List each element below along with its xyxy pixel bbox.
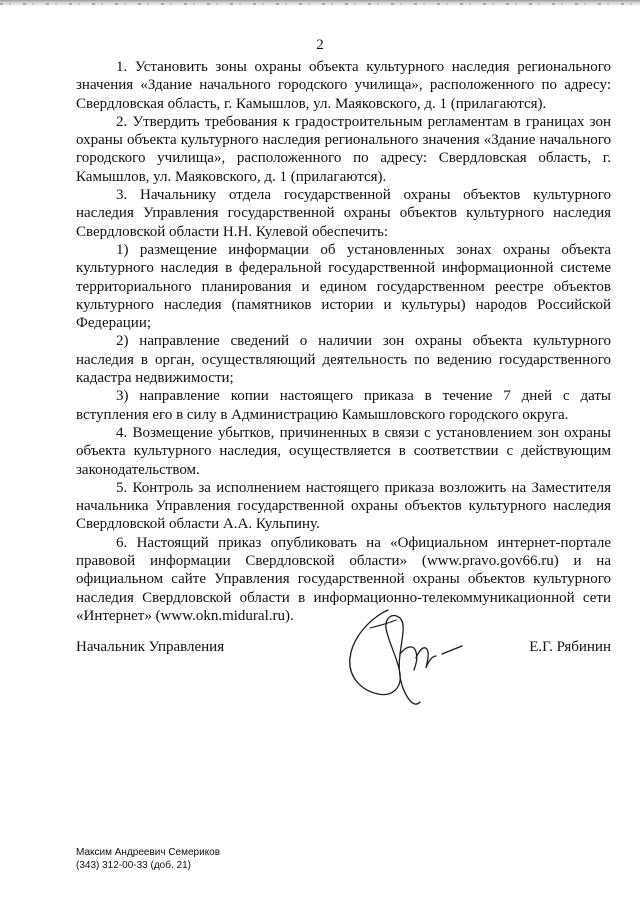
paragraph-head-of-department: 3. Начальнику отдела государственной охраны объектов культурного наследия Управления государственной охраны объектов культурного наследия Свердловской области Н.Н. Кулевой обеспечить: (76, 187, 611, 240)
order-body (76, 58, 611, 625)
paragraph-subitem-2: 2) направление сведений о наличии зон охраны объекта культурного наследия в орган, осуществляющий деятельность по ведению государственного кадастра недвижимости; (76, 333, 611, 387)
executor-phone: (343) 312-00-33 (доб. 21) (76, 860, 191, 871)
executor-name: Максим Андреевич Семериков (76, 847, 221, 858)
signatory-name: Е.Г. Рябинин (529, 639, 611, 655)
paragraph-control: 5. Контроль за исполнением настоящего приказа возложить на Заместителя начальника Управления государственной охраны объектов культурного наследия Свердловской области А.А. Кульпину. (76, 479, 611, 533)
paragraph-approve-requirements: 2. Утвердить требования к градостроительным регламентам в границах зон охраны объекта культурного наследия регионального значения «Здание начального городского училища», расположенного по адресу: Свердловская область, г. Камышлов, ул. Маяковского, д. 1 (прилагаются). (76, 113, 611, 185)
paragraph-subitem-1: 1) размещение информации об установленных зонах охраны объекта культурного наследия в федеральной государственной информационной системе территориального планирования и едином государственном реестре объектов культурного наследия (памятников истории и культуры) народов Российской Федерации; (76, 241, 611, 332)
signatory-position: Начальник Управления (76, 639, 225, 655)
page-number: 2 (316, 37, 324, 53)
scan-top-edge-noise (0, 3, 640, 5)
executor-info (76, 846, 220, 872)
paragraph-subitem-3: 3) направление копии настоящего приказа в течение 7 дней с даты вступления его в силу в Администрацию Камышловского городского округа. (76, 388, 611, 423)
paragraph-establish-zones: 1. Установить зоны охраны объекта культурного наследия регионального значения «Здание начального городского училища», расположенного по адресу: Свердловская область, г. Камышлов, ул. Маяковского, д. 1 (прилагаются). (76, 59, 611, 112)
paragraph-publication: 6. Настоящий приказ опубликовать на «Официальном интернет-портале правовой информации Свердловской области» (www.pravo.gov66.ru) и на официальном сайте Управления государственной охраны объектов культурного наследия Свердловской области в информационно-телекоммуникационной сети «Интернет» (www.okn.midural.ru). (76, 534, 611, 624)
handwritten-signature (330, 598, 480, 718)
paragraph-compensation: 4. Возмещение убытков, причиненных в связи с установлением зон охраны объекта культурного наследия, осуществляется в соответствии с действующим законодательством. (76, 424, 611, 478)
